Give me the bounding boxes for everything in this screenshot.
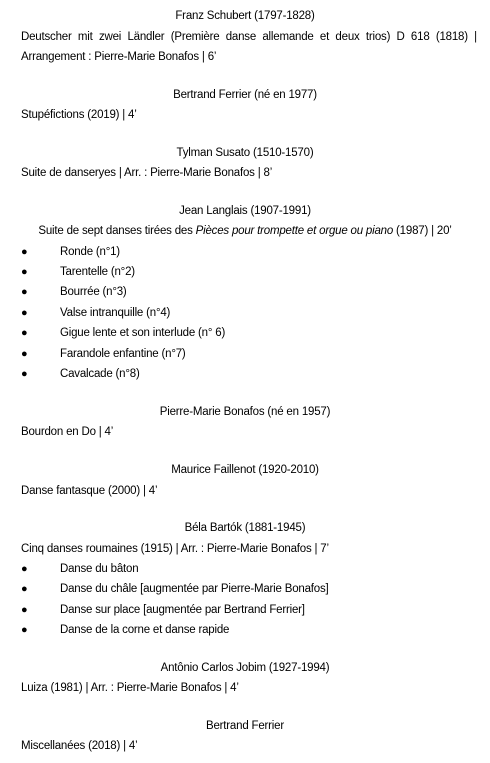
work-title-line: Cinq danses roumaines (1915) | Arr. : Pierre-Marie Bonafos | 7’	[21, 543, 329, 555]
work-title-line: Miscellanées (2018) | 4’	[21, 740, 138, 752]
work-title-word: et	[319, 31, 330, 43]
work-title-word: zwei	[98, 31, 122, 43]
movement-label: Danse sur place [augmentée par Bertrand Ferrier]	[60, 604, 305, 616]
work-title-line: Suite de danseryes | Arr. : Pierre-Marie Bonafos | 8’	[21, 167, 273, 179]
bullet-icon: ●	[21, 307, 28, 319]
movement-label: Ronde (n°1)	[60, 246, 120, 258]
work-title-line: Arrangement : Pierre-Marie Bonafos | 6’	[21, 51, 217, 63]
bullet-icon: ●	[21, 246, 28, 258]
composer-heading: Franz Schubert (1797-1828)	[175, 10, 315, 22]
movement-label: Gigue lente et son interlude (n° 6)	[60, 327, 226, 339]
work-title-word: 618	[410, 31, 430, 43]
bullet-icon: ●	[21, 266, 28, 278]
work-title-prefix: Suite de sept danses tirées des	[38, 225, 196, 237]
work-title-word: Deutscher	[21, 31, 72, 43]
composer-heading: Jean Langlais (1907-1991)	[179, 205, 311, 217]
work-title-line	[0, 225, 490, 237]
work-title-word: (Première	[170, 31, 220, 43]
composer-heading: Maurice Faillenot (1920-2010)	[171, 464, 319, 476]
composer-heading: Antônio Carlos Jobim (1927-1994)	[160, 662, 330, 674]
work-title-line: Luiza (1981) | Arr. : Pierre-Marie Bonafos | 4’	[21, 682, 239, 694]
bullet-icon: ●	[21, 348, 28, 360]
bullet-icon: ●	[21, 583, 28, 595]
work-title-word: danse	[225, 31, 257, 43]
movement-label: Cavalcade (n°8)	[60, 368, 140, 380]
movement-label: Tarentelle (n°2)	[60, 266, 135, 278]
work-title-suffix: (1987) | 20’	[393, 225, 452, 237]
work-title-italic: Pièces pour trompette et orgue ou piano	[195, 225, 394, 237]
composer-heading: Bertrand Ferrier	[206, 720, 284, 732]
bullet-icon: ●	[21, 563, 28, 575]
work-title-line	[21, 31, 477, 43]
composer-heading: Tylman Susato (1510-1570)	[176, 147, 314, 159]
bullet-icon: ●	[21, 368, 28, 380]
work-title-word: (1818)	[435, 31, 468, 43]
work-title-line: Danse fantasque (2000) | 4’	[21, 485, 158, 497]
work-title-word: D	[396, 31, 405, 43]
composer-heading: Pierre-Marie Bonafos (né en 1957)	[159, 406, 331, 418]
bullet-icon: ●	[21, 286, 28, 298]
bullet-icon: ●	[21, 327, 28, 339]
movement-label: Danse de la corne et danse rapide	[60, 624, 230, 636]
movement-label: Farandole enfantine (n°7)	[60, 348, 186, 360]
bullet-icon: ●	[21, 624, 28, 636]
work-title-word: mit	[77, 31, 93, 43]
work-title-word: |	[474, 31, 477, 43]
work-title-word: trios)	[365, 31, 391, 43]
composer-heading: Béla Bartók (1881-1945)	[184, 522, 306, 534]
composer-heading: Bertrand Ferrier (né en 1977)	[173, 89, 317, 101]
work-title-word: allemande	[262, 31, 314, 43]
bullet-icon: ●	[21, 604, 28, 616]
movement-label: Bourrée (n°3)	[60, 286, 127, 298]
movement-label: Valse intranquille (n°4)	[60, 307, 171, 319]
work-title-line: Stupéfictions (2019) | 4’	[21, 109, 137, 121]
movement-label: Danse du châle [augmentée par Pierre-Marie Bonafos]	[60, 583, 329, 595]
work-title-word: Ländler	[127, 31, 165, 43]
work-title-word: deux	[335, 31, 360, 43]
work-title-line: Bourdon en Do | 4’	[21, 426, 114, 438]
movement-label: Danse du bâton	[60, 563, 139, 575]
